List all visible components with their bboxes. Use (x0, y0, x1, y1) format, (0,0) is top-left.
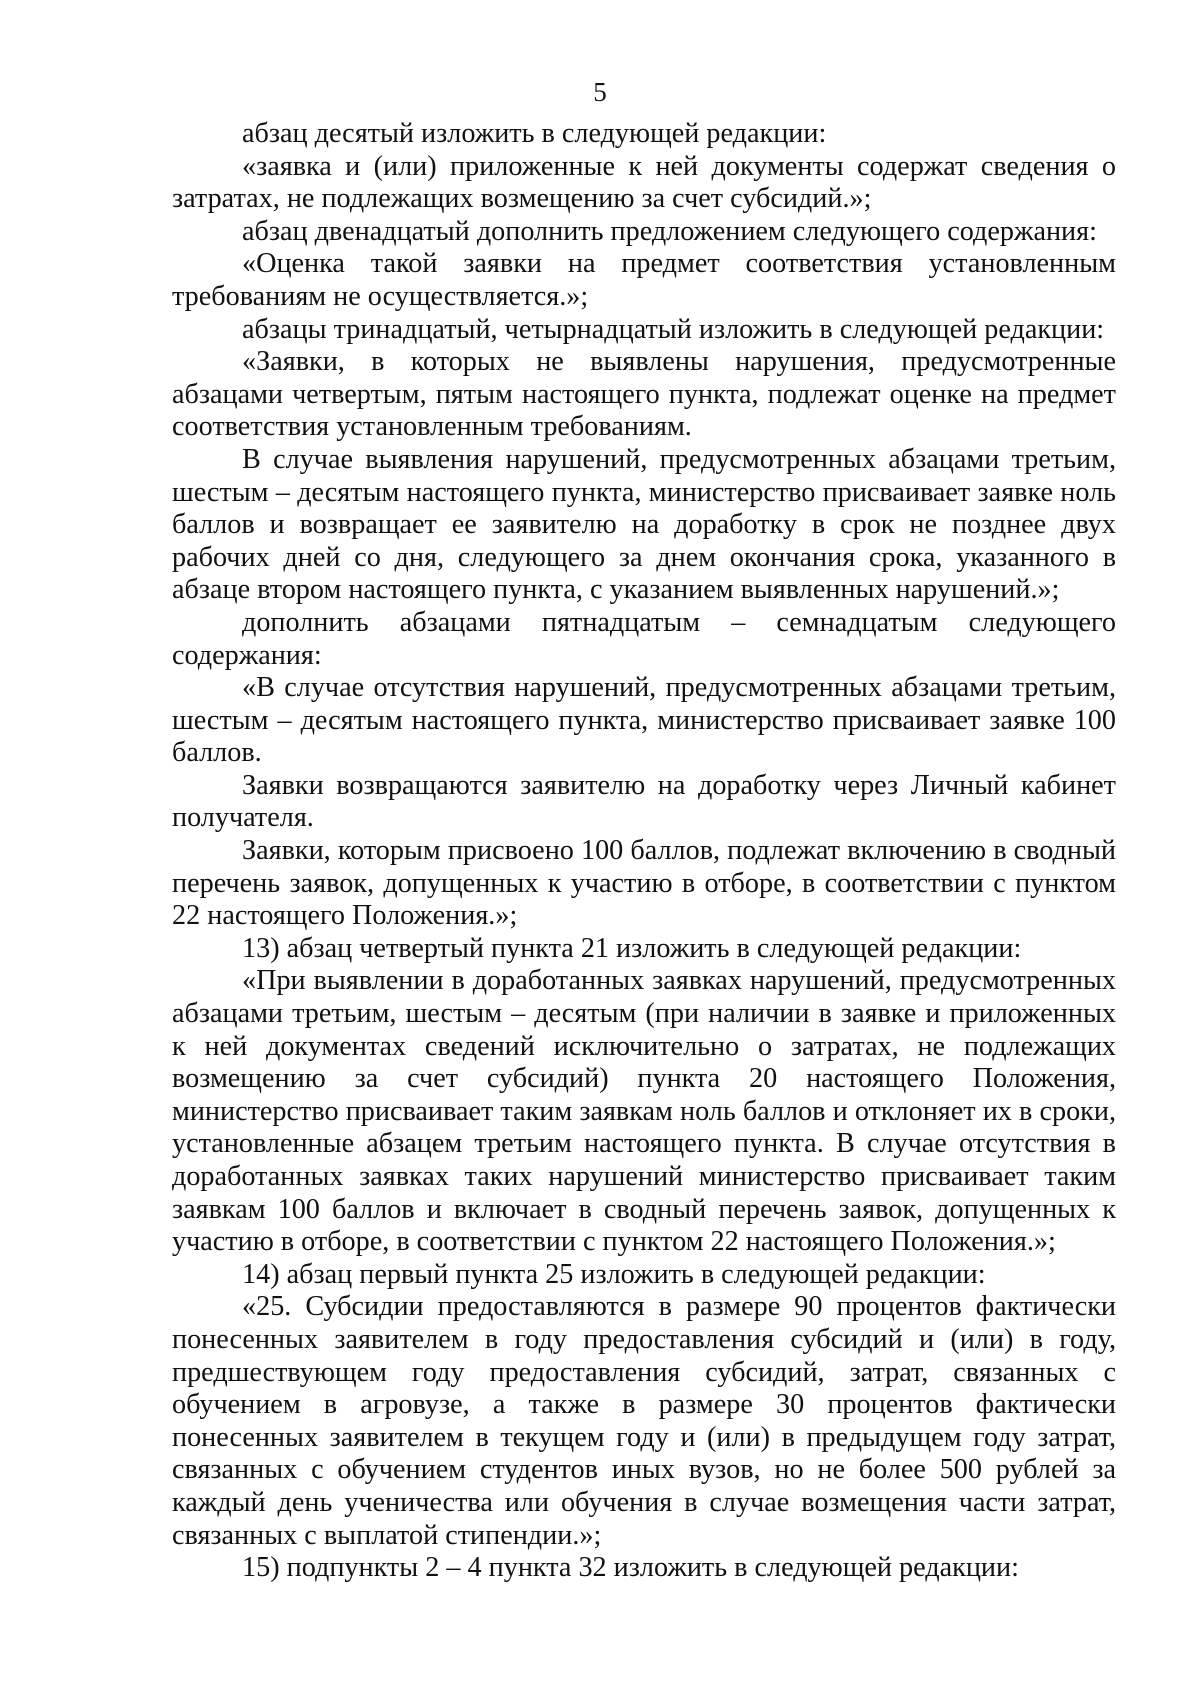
paragraph: Заявки, которым присвоено 100 баллов, подлежат включению в сводный перечень заявок, допущенных к участию в отборе, в соответствии с пунктом 22 настоящего Положения.»; (172, 835, 1116, 932)
page-number: 5 (593, 77, 607, 107)
paragraph: «При выявлении в доработанных заявках нарушений, предусмотренных абзацами третьим, шестым – десятым (при наличии в заявке и приложенных к ней документах сведений исключительно о затратах, не подлежащих возмещению за счет субсидий) пункта 20 настоящего Положения, министерство присваивает таким заявкам ноль баллов и отклоняет их в сроки, установленные абзацем третьим настоящего пункта. В случае отсутствия в доработанных заявках таких нарушений министерство присваивает таким заявкам 100 баллов и включает в сводный перечень заявок, допущенных к участию в отборе, в соответствии с пунктом 22 настоящего Положения.»; (172, 965, 1116, 1258)
paragraph: абзац двенадцатый дополнить предложением следующего содержания: (242, 215, 1097, 247)
document-body (172, 118, 1116, 1585)
paragraph: 14) абзац первый пункта 25 изложить в следующей редакции: (242, 1258, 986, 1290)
paragraph: «25. Субсидии предоставляются в размере 90 процентов фактически понесенных заявителем в году предоставления субсидий и (или) в году, предшествующем году предоставления субсидий, затрат, связанных с обучением в агровузе, а также в размере 30 процентов фактически понесенных заявителем в текущем году и (или) в предыдущем году затрат, связанных с обучением студентов иных вузов, но не более 500 рублей за каждый день ученичества или обучения в случае возмещения части затрат, связанных с выплатой стипендии.»; (172, 1291, 1116, 1551)
paragraph: дополнить абзацами пятнадцатым – семнадцатым следующего содержания: (172, 606, 1116, 671)
paragraph: «Оценка такой заявки на предмет соответствия установленным требованиям не осуществляется.»; (172, 248, 1116, 312)
paragraph: «В случае отсутствия нарушений, предусмотренных абзацами третьим, шестым – десятым настоящего пункта, министерство присваивает заявке 100 баллов. (172, 672, 1116, 769)
paragraph: 13) абзац четвертый пункта 21 изложить в следующей редакции: (242, 932, 1022, 964)
paragraph: абзац десятый изложить в следующей редакции: (242, 118, 827, 149)
paragraph: 15) подпункты 2 – 4 пункта 32 изложить в следующей редакции: (242, 1552, 1019, 1584)
paragraph: «заявка и (или) приложенные к ней документы содержат сведения о затратах, не подлежащих возмещению за счет субсидий.»; (172, 150, 1116, 215)
paragraph: абзацы тринадцатый, четырнадцатый изложить в следующей редакции: (242, 313, 1105, 345)
paragraph: Заявки возвращаются заявителю на доработку через Личный кабинет получателя. (172, 769, 1116, 834)
paragraph: В случае выявления нарушений, предусмотренных абзацами третьим, шестым – десятым настоящего пункта, министерство присваивает заявке ноль баллов и возвращает ее заявителю на доработку в срок не позднее двух рабочих дней со дня, следующего за днем окончания срока, указанного в абзаце втором настоящего пункта, с указанием выявленных нарушений.»; (172, 443, 1116, 606)
paragraph: «Заявки, в которых не выявлены нарушения, предусмотренные абзацами четвертым, пятым настоящего пункта, подлежат оценке на предмет соответствия установленным требованиям. (172, 346, 1116, 443)
